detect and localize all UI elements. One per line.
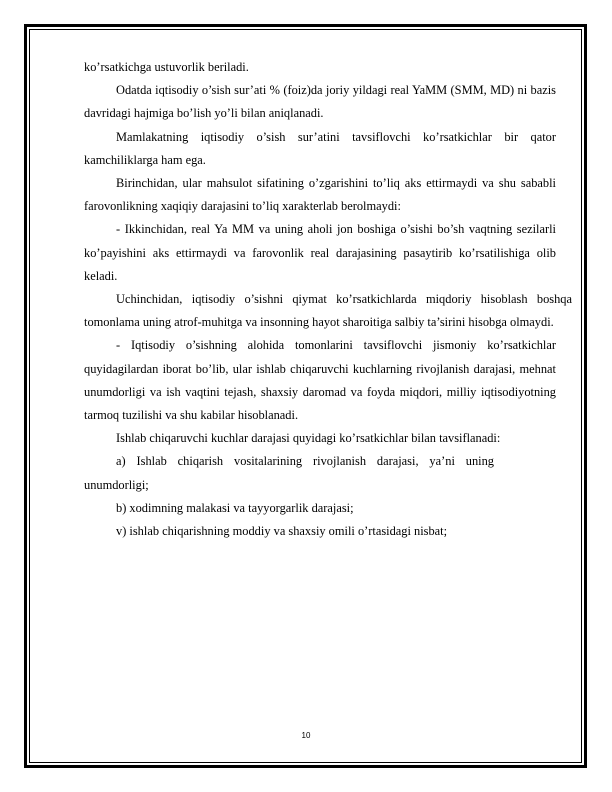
paragraph: - Ikkinchidan, real Ya MM va uning aholi jon boshiga o’sishi bo’sh vaqtning sezilarli ko’payishini aks ettirmaydi va farovonlik real darajasining pasaytirib ko’rsatilishiga olib keladi.	[84, 222, 556, 283]
paragraph: ko’rsatkichga ustuvorlik beriladi.	[84, 60, 249, 74]
paragraph: Birinchidan, ular mahsulot sifatining o’zgarishini to’liq aks ettirmaydi va shu sababli farovonlikning xaqiqiy darajasini to’liq xarakterlab berolmaydi:	[84, 176, 556, 214]
paragraph: Odatda iqtisodiy o’sish sur’ati % (foiz)da joriy yildagi real YaMM (SMM, MD) ni bazis davridagi hajmiga bo’lish yo’li bilan aniqlanadi.	[84, 83, 556, 121]
page-number: 10	[301, 731, 311, 740]
paragraph: Ishlab chiqaruvchi kuchlar darajasi quyidagi ko’rsatkichlar bilan tavsiflanadi:	[116, 431, 501, 446]
paragraph: Mamlakatning iqtisodiy o’sish sur’atini tavsiflovchi ko’rsatkichlar bir qator kamchiliklarga ham ega.	[84, 129, 556, 167]
paragraph: a) Ishlab chiqarish vositalarining rivojlanish darajasi, ya’ni uning unumdorligi;	[84, 454, 494, 492]
paragraph: Uchinchidan, iqtisodiy o’sishni qiymat ko’rsatkichlarda miqdoriy hisoblash boshqa tomonlama uning atrof-muhitga va insonning hayot sharoitiga salbiy ta’sirini hisobga olmaydi.	[84, 292, 572, 330]
paragraph: - Iqtisodiy o’sishning alohida tomonlarini tavsiflovchi jismoniy ko’rsatkichlar quyidagilardan iborat bo’lib, ular ishlab chiqaruvchi kuchlarning rivojlanish darajasi, mehnat unumdorligi va ish vaqtini tejash, shaxsiy daromad va foyda miqdori, milliy iqtisodiyotning tarmoq tuzilishi va shu kabilar hisoblanadi.	[84, 338, 556, 423]
document-body	[84, 56, 572, 543]
paragraph: v) ishlab chiqarishning moddiy va shaxsiy omili o’rtasidagi nisbat;	[116, 524, 448, 539]
paragraph: b) xodimning malakasi va tayyorgarlik darajasi;	[116, 500, 354, 515]
